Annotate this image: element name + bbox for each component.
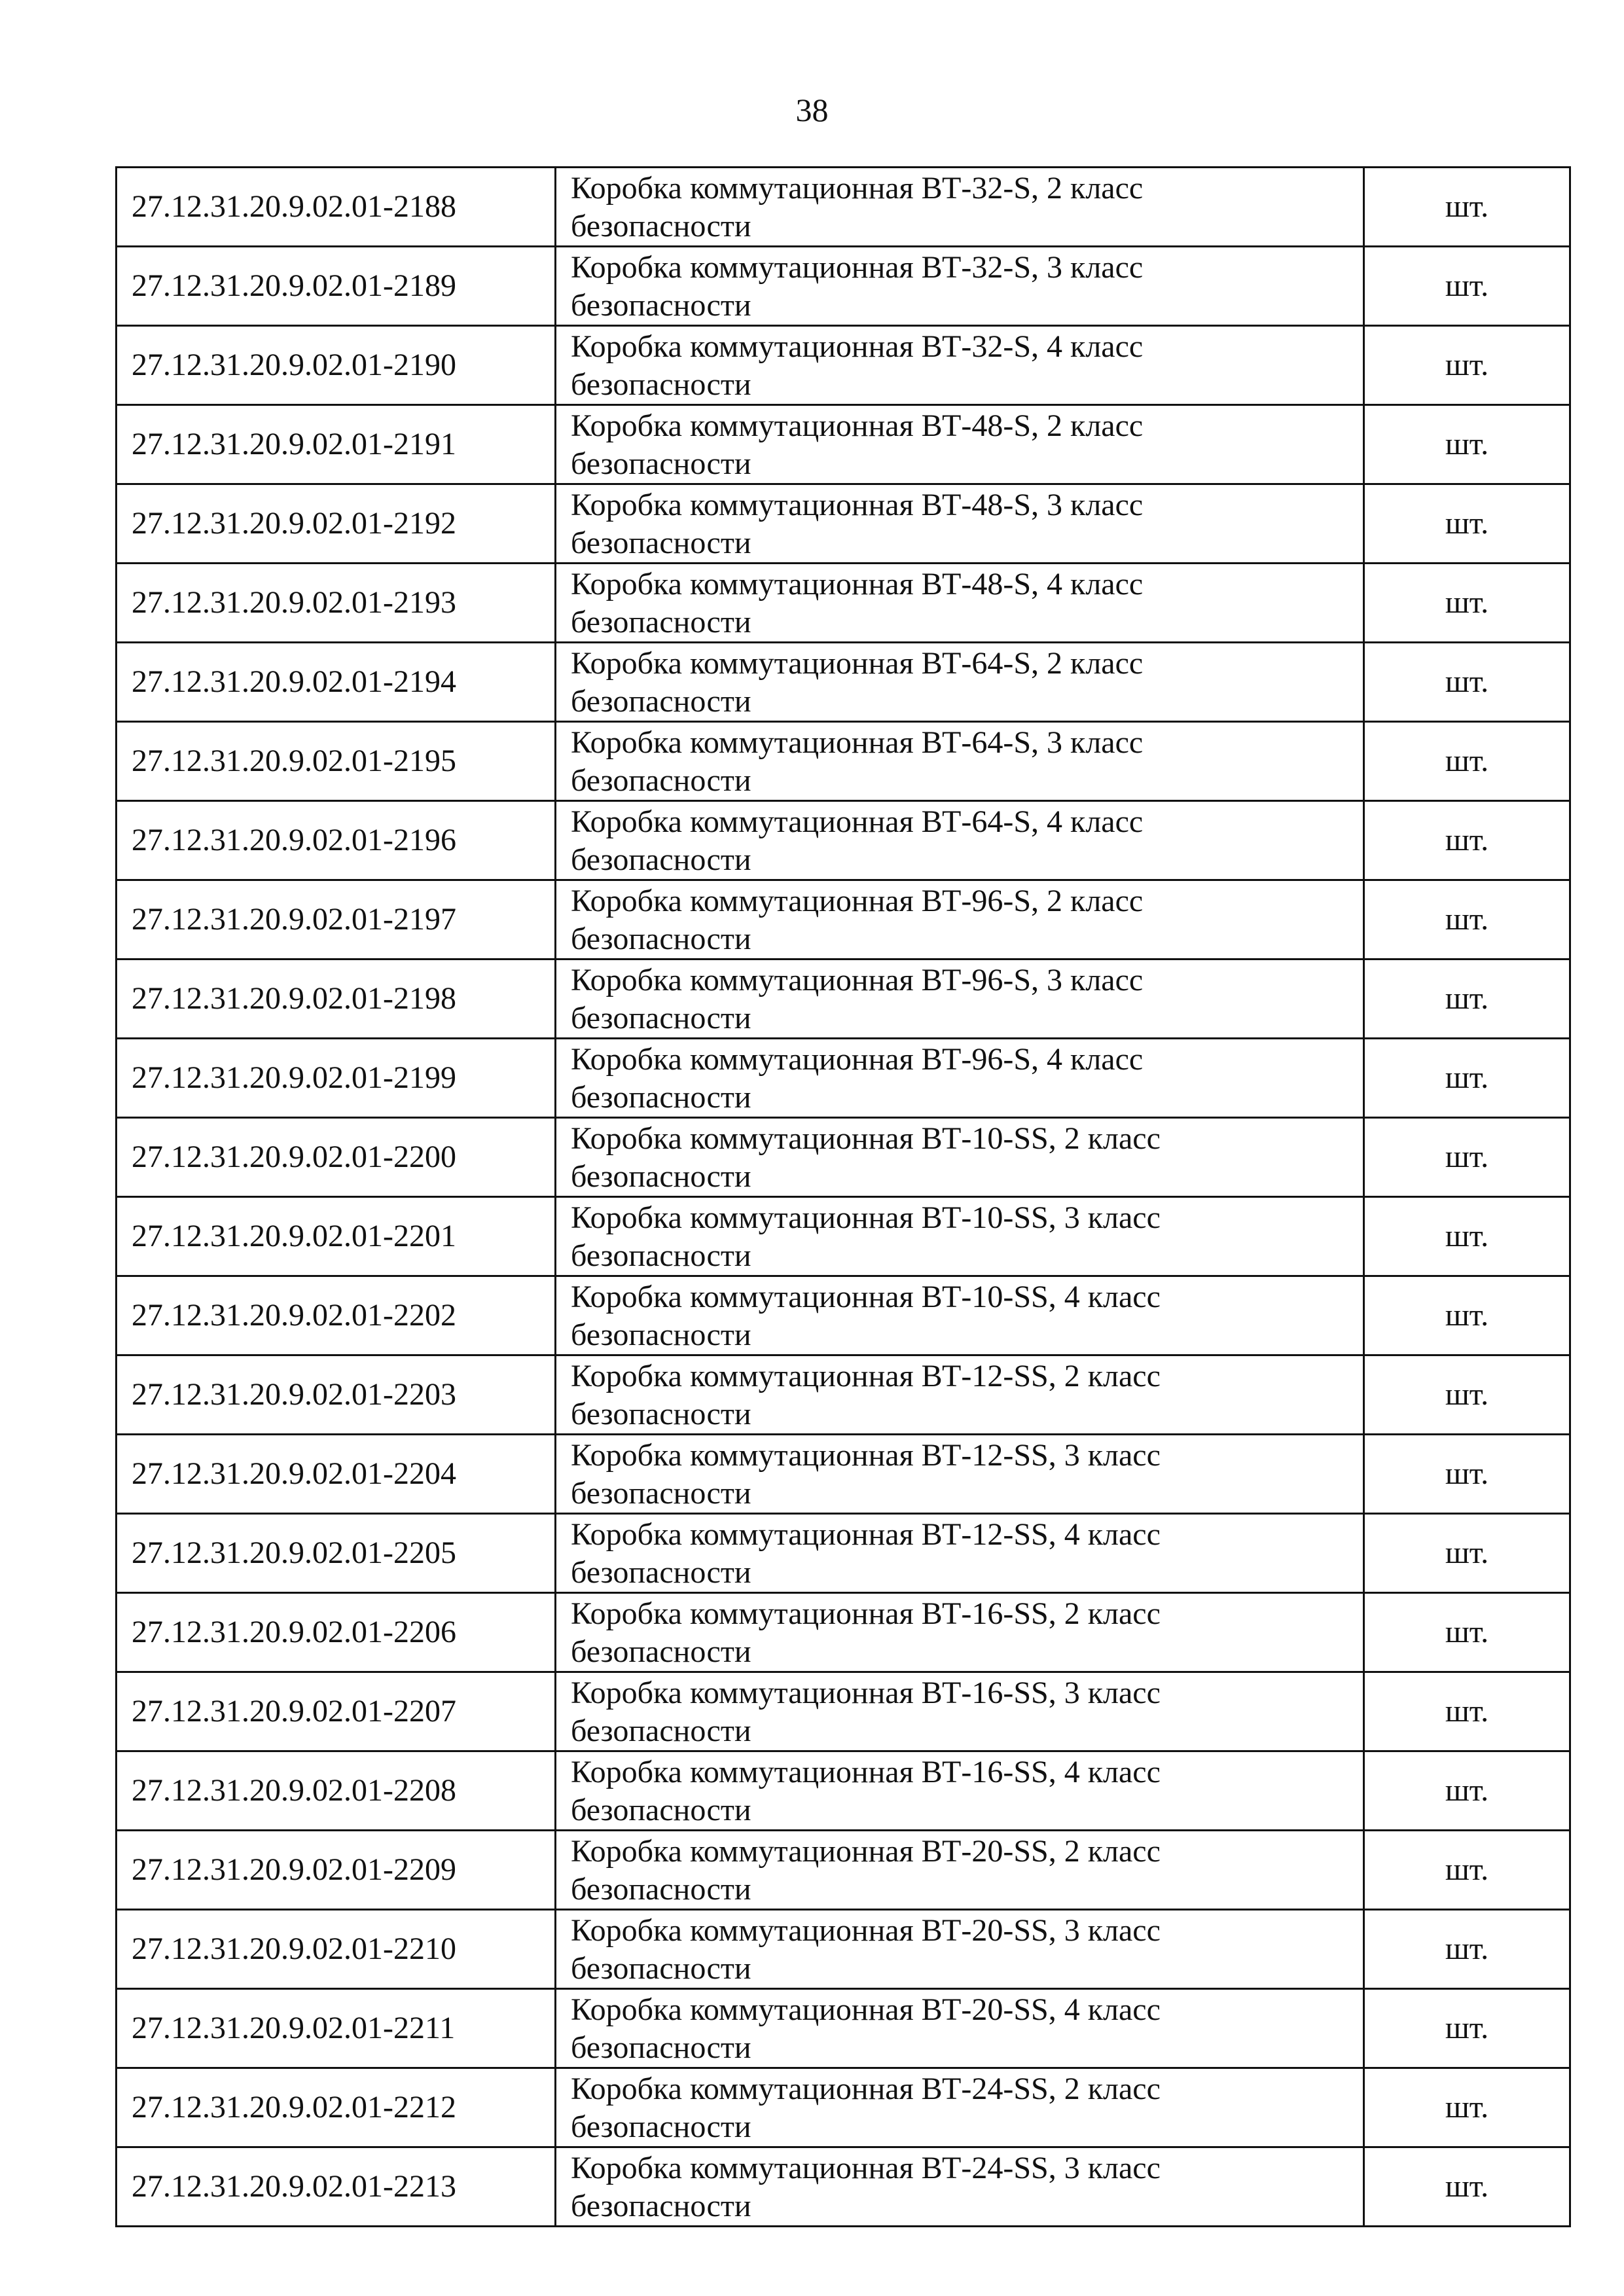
item-name-cell [556,880,1364,960]
item-name-line: безопасности [571,1001,751,1035]
item-name-line: безопасности [571,288,751,323]
items-table [115,166,1571,2227]
item-name-line: безопасности [571,2030,751,2065]
item-name-cell [556,1355,1364,1435]
table-row [117,1514,1570,1593]
item-name-line: Коробка коммутационная ВТ-64-S, 2 класс [571,646,1144,681]
item-code-cell: 27.12.31.20.9.02.01-2210 [117,1910,556,1989]
item-code-cell: 27.12.31.20.9.02.01-2202 [117,1276,556,1355]
item-name-line: Коробка коммутационная ВТ-10-SS, 3 класс [571,1200,1161,1235]
item-name-cell [556,722,1364,801]
item-name-cell [556,1989,1364,2068]
item-name-cell [556,1435,1364,1514]
item-name-cell [556,2068,1364,2147]
item-name-line: Коробка коммутационная ВТ-48-S, 4 класс [571,567,1144,601]
item-name-line: безопасности [571,842,751,877]
item-name-cell [556,1197,1364,1276]
item-unit-cell: шт. [1364,1910,1570,1989]
item-unit-cell: шт. [1364,722,1570,801]
item-unit-cell: шт. [1364,960,1570,1039]
item-name-line: безопасности [571,605,751,639]
item-code-cell: 27.12.31.20.9.02.01-2213 [117,2147,556,2227]
table-row [117,168,1570,247]
item-unit-cell: шт. [1364,1197,1570,1276]
item-name-line: Коробка коммутационная ВТ-16-SS, 4 класс [571,1755,1161,1789]
item-name-line: безопасности [571,2109,751,2144]
item-unit-cell: шт. [1364,484,1570,564]
table-row [117,484,1570,564]
item-name-line: Коробка коммутационная ВТ-12-SS, 2 класс [571,1359,1161,1393]
item-name-line: Коробка коммутационная ВТ-20-SS, 4 класс [571,1992,1161,2027]
item-code-cell: 27.12.31.20.9.02.01-2206 [117,1593,556,1672]
item-code-cell: 27.12.31.20.9.02.01-2209 [117,1831,556,1910]
item-name-line: Коробка коммутационная ВТ-96-S, 3 класс [571,963,1144,997]
item-name-line: Коробка коммутационная ВТ-24-SS, 2 класс [571,2072,1161,2106]
item-unit-cell: шт. [1364,326,1570,405]
table-row [117,1910,1570,1989]
item-name-cell [556,247,1364,326]
item-name-line: Коробка коммутационная ВТ-12-SS, 4 класс [571,1517,1161,1552]
table-row [117,1276,1570,1355]
item-name-cell [556,1751,1364,1831]
item-name-line: Коробка коммутационная ВТ-96-S, 2 класс [571,884,1144,918]
item-name-cell [556,2147,1364,2227]
table-row [117,564,1570,643]
item-unit-cell: шт. [1364,1672,1570,1751]
item-name-line: безопасности [571,1555,751,1590]
item-name-cell [556,168,1364,247]
item-code-cell: 27.12.31.20.9.02.01-2196 [117,801,556,880]
item-name-cell [556,801,1364,880]
item-unit-cell: шт. [1364,247,1570,326]
item-name-line: безопасности [571,446,751,481]
item-name-line: безопасности [571,1318,751,1352]
item-name-line: безопасности [571,1397,751,1431]
item-name-cell [556,1593,1364,1672]
item-unit-cell: шт. [1364,168,1570,247]
item-unit-cell: шт. [1364,1355,1570,1435]
table-row [117,643,1570,722]
table-row [117,1831,1570,1910]
item-code-cell: 27.12.31.20.9.02.01-2201 [117,1197,556,1276]
item-name-line: безопасности [571,2189,751,2223]
item-unit-cell: шт. [1364,405,1570,484]
table-row [117,1593,1570,1672]
item-name-cell [556,564,1364,643]
item-name-cell [556,1672,1364,1751]
item-name-line: безопасности [571,1951,751,1986]
item-code-cell: 27.12.31.20.9.02.01-2194 [117,643,556,722]
item-code-cell: 27.12.31.20.9.02.01-2212 [117,2068,556,2147]
item-name-line: Коробка коммутационная ВТ-64-S, 4 класс [571,804,1144,839]
item-name-line: безопасности [571,1476,751,1511]
item-name-cell [556,1831,1364,1910]
item-unit-cell: шт. [1364,2068,1570,2147]
table-row [117,722,1570,801]
item-code-cell: 27.12.31.20.9.02.01-2192 [117,484,556,564]
item-name-line: Коробка коммутационная ВТ-64-S, 3 класс [571,725,1144,760]
item-unit-cell: шт. [1364,1751,1570,1831]
item-code-cell: 27.12.31.20.9.02.01-2207 [117,1672,556,1751]
item-code-cell: 27.12.31.20.9.02.01-2205 [117,1514,556,1593]
item-name-cell [556,643,1364,722]
table-row [117,801,1570,880]
table-row [117,247,1570,326]
item-name-line: Коробка коммутационная ВТ-32-S, 3 класс [571,250,1144,285]
item-name-line: безопасности [571,1713,751,1748]
item-code-cell: 27.12.31.20.9.02.01-2200 [117,1118,556,1197]
item-unit-cell: шт. [1364,1593,1570,1672]
item-name-line: Коробка коммутационная ВТ-16-SS, 3 класс [571,1676,1161,1710]
item-name-cell [556,326,1364,405]
item-code-cell: 27.12.31.20.9.02.01-2191 [117,405,556,484]
table-row [117,880,1570,960]
item-name-line: Коробка коммутационная ВТ-10-SS, 4 класс [571,1280,1161,1314]
page-number: 38 [795,92,829,128]
item-name-line: безопасности [571,763,751,798]
table-row [117,960,1570,1039]
table-row [117,326,1570,405]
item-name-cell [556,1514,1364,1593]
item-name-line: Коробка коммутационная ВТ-20-SS, 3 класс [571,1913,1161,1948]
table-row [117,2068,1570,2147]
item-unit-cell: шт. [1364,1276,1570,1355]
item-name-line: Коробка коммутационная ВТ-96-S, 4 класс [571,1042,1144,1077]
table-row [117,2147,1570,2227]
item-name-line: безопасности [571,1634,751,1669]
item-name-line: безопасности [571,1793,751,1827]
table-row [117,405,1570,484]
item-code-cell: 27.12.31.20.9.02.01-2208 [117,1751,556,1831]
item-name-line: безопасности [571,1238,751,1273]
item-unit-cell: шт. [1364,643,1570,722]
item-name-line: безопасности [571,1159,751,1194]
item-code-cell: 27.12.31.20.9.02.01-2199 [117,1039,556,1118]
item-name-line: безопасности [571,367,751,402]
items-table-body [117,168,1570,2227]
item-name-cell [556,960,1364,1039]
table-row [117,1672,1570,1751]
item-unit-cell: шт. [1364,1435,1570,1514]
item-unit-cell: шт. [1364,1989,1570,2068]
table-row [117,1355,1570,1435]
item-name-line: Коробка коммутационная ВТ-16-SS, 2 класс [571,1596,1161,1631]
item-unit-cell: шт. [1364,564,1570,643]
item-name-line: Коробка коммутационная ВТ-20-SS, 2 класс [571,1834,1161,1869]
table-row [117,1751,1570,1831]
item-unit-cell: шт. [1364,1514,1570,1593]
item-name-line: Коробка коммутационная ВТ-48-S, 2 класс [571,408,1144,443]
item-name-line: Коробка коммутационная ВТ-32-S, 4 класс [571,329,1144,364]
item-name-line: безопасности [571,209,751,243]
item-name-line: безопасности [571,526,751,560]
item-code-cell: 27.12.31.20.9.02.01-2197 [117,880,556,960]
item-unit-cell: шт. [1364,1118,1570,1197]
table-row [117,1118,1570,1197]
item-name-line: Коробка коммутационная ВТ-32-S, 2 класс [571,171,1144,206]
item-code-cell: 27.12.31.20.9.02.01-2193 [117,564,556,643]
table-row [117,1989,1570,2068]
item-unit-cell: шт. [1364,1039,1570,1118]
item-name-cell [556,1039,1364,1118]
item-code-cell: 27.12.31.20.9.02.01-2188 [117,168,556,247]
item-code-cell: 27.12.31.20.9.02.01-2189 [117,247,556,326]
item-name-line: безопасности [571,1080,751,1115]
table-row [117,1197,1570,1276]
item-name-line: Коробка коммутационная ВТ-24-SS, 3 класс [571,2151,1161,2185]
item-name-cell [556,405,1364,484]
item-code-cell: 27.12.31.20.9.02.01-2211 [117,1989,556,2068]
item-code-cell: 27.12.31.20.9.02.01-2190 [117,326,556,405]
item-code-cell: 27.12.31.20.9.02.01-2195 [117,722,556,801]
item-name-line: Коробка коммутационная ВТ-12-SS, 3 класс [571,1438,1161,1473]
item-name-cell [556,1118,1364,1197]
item-name-line: Коробка коммутационная ВТ-48-S, 3 класс [571,488,1144,522]
item-code-cell: 27.12.31.20.9.02.01-2198 [117,960,556,1039]
table-row [117,1039,1570,1118]
item-name-line: безопасности [571,922,751,956]
item-code-cell: 27.12.31.20.9.02.01-2204 [117,1435,556,1514]
item-name-line: безопасности [571,684,751,719]
item-name-cell [556,1276,1364,1355]
item-unit-cell: шт. [1364,1831,1570,1910]
item-name-cell [556,1910,1364,1989]
item-unit-cell: шт. [1364,801,1570,880]
item-name-line: Коробка коммутационная ВТ-10-SS, 2 класс [571,1121,1161,1156]
item-unit-cell: шт. [1364,2147,1570,2227]
item-name-cell [556,484,1364,564]
item-code-cell: 27.12.31.20.9.02.01-2203 [117,1355,556,1435]
item-name-line: безопасности [571,1872,751,1907]
item-unit-cell: шт. [1364,880,1570,960]
table-row [117,1435,1570,1514]
